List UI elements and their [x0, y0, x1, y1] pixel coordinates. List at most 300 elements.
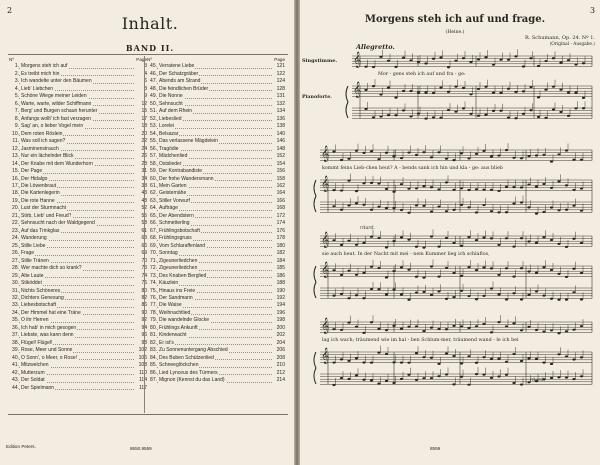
entry-page: 61	[141, 227, 147, 234]
piano-note	[370, 209, 373, 211]
entry-number: 20.	[12, 205, 19, 212]
piano-note	[422, 356, 425, 358]
entry-title: Anfangs wollt' ich fast verzagen	[19, 116, 134, 123]
voice-note	[535, 242, 538, 244]
entry-title: Der Abendstern	[157, 213, 272, 220]
contents-entry	[147, 101, 285, 108]
piano-note	[407, 299, 410, 301]
piano-note	[490, 210, 493, 212]
treble-clef: 𝄞	[321, 176, 330, 192]
voice-note	[430, 156, 433, 158]
volume-heading: BAND II.	[125, 43, 175, 53]
piano-note	[422, 291, 425, 293]
entry-title: Die wandelnde Glocke	[157, 317, 272, 324]
contents-entry	[9, 131, 147, 138]
piano-note	[477, 88, 480, 90]
piano-note	[572, 291, 575, 293]
entry-number: 74.	[150, 280, 157, 287]
page-title: Inhalt.	[121, 14, 179, 33]
entry-title: Schmetterling	[157, 220, 272, 227]
voice-note	[514, 55, 517, 57]
entry-page: 117	[139, 384, 147, 391]
contents-entry	[9, 153, 147, 160]
entry-number: 36.	[12, 324, 19, 331]
piano-note	[505, 186, 508, 188]
contents-entry	[9, 205, 147, 212]
piano-note	[452, 189, 455, 191]
voice-note	[362, 152, 365, 154]
piano-note	[467, 189, 470, 191]
voice-note	[347, 322, 350, 324]
entry-page: 122	[276, 70, 285, 77]
voice-note	[552, 57, 555, 59]
page-header: Page	[274, 57, 285, 62]
voice-note	[582, 62, 585, 64]
voice-note	[370, 150, 373, 152]
voice-note	[567, 59, 570, 61]
piano-note	[385, 353, 388, 355]
voice-note	[565, 246, 568, 248]
contents-entry	[147, 332, 285, 339]
piano-brace	[314, 352, 316, 384]
piano-note	[514, 117, 517, 119]
entry-number: 50.	[150, 100, 157, 107]
entry-number: 82.	[150, 339, 157, 346]
entry-number: 12.	[12, 145, 19, 152]
entry-title: Schneeglöckchen	[157, 362, 272, 369]
piano-note	[527, 183, 530, 185]
entry-page: 4	[144, 70, 147, 77]
contents-entry	[9, 146, 147, 153]
contents-entry	[147, 146, 285, 153]
piano-note	[332, 189, 335, 191]
entry-page: 6	[144, 78, 147, 85]
plate-number-right: 8559	[430, 446, 441, 451]
contents-entry	[147, 168, 285, 175]
entry-page: 3	[144, 63, 147, 70]
piano-note	[527, 270, 530, 272]
piano-note	[385, 380, 388, 382]
voice-note	[355, 326, 358, 328]
entry-number: 67.	[150, 227, 157, 234]
treble-clef: 𝄞	[353, 52, 362, 68]
entry-number: 39.	[12, 347, 19, 354]
piano-note	[512, 202, 515, 204]
voice-note	[490, 155, 493, 157]
contents-entry	[147, 123, 285, 130]
piano-note	[557, 353, 560, 355]
voice-note	[462, 57, 465, 59]
piano-note	[340, 209, 343, 211]
contents-entry	[9, 190, 147, 197]
contents-entry	[9, 101, 147, 108]
piano-note	[439, 117, 442, 119]
entry-number: 31.	[12, 287, 19, 294]
entry-number: 32.	[12, 295, 19, 301]
piano-note	[512, 275, 515, 277]
piano-note	[535, 272, 538, 274]
entry-page: 76	[141, 280, 147, 287]
piano-note	[454, 111, 457, 113]
entry-page: 128	[276, 85, 285, 92]
entry-title: Auf das Trinkglas	[19, 228, 134, 235]
entry-title: Mutterzum	[19, 370, 134, 377]
piano-note	[520, 298, 523, 300]
entry-number: 64.	[150, 205, 157, 212]
entry-page: 138	[276, 123, 285, 130]
contents-column-1	[9, 56, 147, 392]
voice-note	[385, 246, 388, 248]
contents-entry	[147, 161, 285, 168]
entry-number: 24.	[12, 235, 19, 242]
entry-page: 132	[276, 100, 285, 107]
piano-note	[475, 269, 478, 271]
contents-entry	[147, 176, 285, 183]
voice-note	[385, 152, 388, 154]
piano-note	[550, 187, 553, 189]
voice-note	[574, 63, 577, 65]
voice-note	[550, 160, 553, 162]
voice-note	[377, 158, 380, 160]
piano-note	[490, 267, 493, 269]
piano-note	[447, 109, 450, 111]
piano-note	[572, 205, 575, 207]
entry-page: 110	[139, 369, 147, 376]
voice-note	[364, 66, 367, 68]
piano-note	[460, 362, 463, 364]
contents-entry	[9, 116, 147, 123]
voice-note	[422, 151, 425, 153]
contents-entry	[147, 288, 285, 295]
piano-note	[385, 293, 388, 295]
contents-entry	[147, 273, 285, 280]
score-page	[300, 0, 600, 465]
piano-note	[467, 266, 470, 268]
piano-part-label: Pianoforte.	[302, 94, 332, 100]
contents-entry	[9, 377, 147, 384]
contents-entry	[147, 355, 285, 362]
piano-note	[460, 204, 463, 206]
voice-note	[482, 323, 485, 325]
piano-note	[572, 268, 575, 270]
piano-note	[424, 117, 427, 119]
piano-note	[355, 202, 358, 204]
entry-number: 16.	[12, 175, 19, 182]
entry-number: 25.	[12, 242, 19, 249]
entry-number: 80.	[150, 324, 157, 331]
contents-entry	[9, 168, 147, 175]
piano-note	[447, 91, 450, 93]
entry-number: 44.	[12, 384, 19, 391]
entry-page: 208	[276, 354, 285, 361]
piano-note	[377, 206, 380, 208]
contents-entry	[147, 190, 285, 197]
treble-clef: 𝄞	[321, 318, 330, 334]
voice-note	[520, 157, 523, 159]
voice-note	[512, 245, 515, 247]
piano-note	[407, 269, 410, 271]
entry-page: 162	[276, 182, 285, 189]
contents-entry	[9, 250, 147, 257]
contents-column-2	[147, 56, 285, 385]
piano-note	[482, 189, 485, 191]
piano-note	[377, 182, 380, 184]
piano-note	[445, 373, 448, 375]
entry-title: Die rote Hanne	[19, 198, 134, 205]
piano-note	[529, 86, 532, 88]
contents-entry	[147, 78, 285, 85]
entry-number: 79.	[150, 317, 157, 324]
contents-entry	[147, 250, 285, 257]
piano-note	[332, 384, 335, 386]
voice-note	[379, 56, 382, 58]
voice-note	[580, 159, 583, 161]
voice-note	[402, 57, 405, 59]
entry-title: Der frohe Wandersmann	[157, 176, 272, 183]
piano-note	[400, 293, 403, 295]
entry-page: 185	[276, 265, 285, 272]
piano-note	[497, 274, 500, 276]
voice-note	[550, 329, 553, 331]
entry-page: 94	[141, 324, 147, 331]
entry-title: Nur ein lächelnder Blick	[19, 153, 134, 160]
contents-entry	[9, 317, 147, 324]
piano-note	[385, 207, 388, 209]
contents-entry	[9, 220, 147, 227]
piano-note	[355, 294, 358, 296]
voice-note	[557, 243, 560, 245]
contents-entry	[147, 235, 285, 242]
piano-brace	[314, 266, 316, 298]
footer-rule	[8, 414, 288, 415]
piano-note	[362, 204, 365, 206]
piano-note	[332, 361, 335, 363]
entry-title: Das verlassene Mägdelein	[157, 138, 272, 145]
voice-note	[467, 236, 470, 238]
contents-entry	[9, 235, 147, 242]
piano-note	[505, 211, 508, 213]
composer-credit: R. Schumann, Op. 24. Nº 1.	[524, 35, 595, 41]
voice-note	[385, 329, 388, 331]
entry-title: Ich wandelte unter den Bäumen	[19, 78, 134, 85]
piano-note	[557, 273, 560, 275]
voice-note	[430, 235, 433, 237]
entry-number: 5.	[14, 93, 19, 100]
piano-note	[400, 361, 403, 363]
voice-note	[362, 242, 365, 244]
piano-note	[372, 116, 375, 118]
contents-entry	[9, 243, 147, 250]
contents-entry	[9, 176, 147, 183]
piano-note	[379, 93, 382, 95]
piano-note	[445, 352, 448, 354]
entry-page: 140	[276, 130, 285, 137]
voice-note	[394, 66, 397, 68]
entry-title: Aufträge	[157, 205, 272, 212]
contents-entry	[9, 213, 147, 220]
entry-number: 21.	[12, 212, 19, 219]
voice-note	[445, 237, 448, 239]
piano-note	[400, 266, 403, 268]
contents-entry	[9, 385, 147, 392]
piano-note	[467, 295, 470, 297]
entry-number: 19.	[12, 197, 19, 204]
entry-number: 77.	[150, 302, 157, 309]
entry-number: 54.	[150, 130, 157, 137]
entry-page: 70	[141, 257, 147, 264]
entry-page: 154	[276, 160, 285, 167]
entry-page: 156	[276, 168, 285, 175]
voice-note	[447, 66, 450, 68]
entry-title: Alte Laute	[19, 273, 134, 280]
piano-note	[400, 209, 403, 211]
entry-page: 80	[141, 287, 147, 294]
voice-note	[580, 242, 583, 244]
entry-number: 84.	[150, 354, 157, 361]
entry-title: Mignon (Kennst du das Land)	[157, 377, 272, 384]
piano-note	[574, 92, 577, 94]
piano-note	[347, 360, 350, 362]
piano-note	[385, 276, 388, 278]
contents-entry	[9, 258, 147, 265]
entry-number: 28.	[12, 265, 19, 272]
entry-number: 37.	[12, 332, 19, 339]
piano-note	[377, 267, 380, 269]
piano-note	[355, 190, 358, 192]
voice-note	[475, 325, 478, 327]
entry-title: Belsazar	[157, 131, 272, 138]
entry-page: 200	[276, 324, 285, 331]
piano-note	[550, 206, 553, 208]
piano-note	[565, 209, 568, 211]
voice-note	[400, 328, 403, 330]
entry-number: 62.	[150, 190, 157, 197]
contents-entry	[147, 265, 285, 272]
voice-note	[527, 326, 530, 328]
entry-page: 176	[276, 227, 285, 234]
contents-entry	[9, 288, 147, 295]
piano-note	[490, 377, 493, 379]
entry-title: Der Hidalgo	[19, 176, 134, 183]
contents-entry	[147, 362, 285, 369]
piano-note	[460, 275, 463, 277]
piano-note	[379, 115, 382, 117]
entry-title: Jasminenstrauch	[19, 146, 134, 153]
entry-title: Hinaus ins Freie	[157, 288, 272, 295]
entry-title: Frühlingsgruss	[157, 235, 272, 242]
piano-note	[550, 377, 553, 379]
piano-note	[409, 90, 412, 92]
entry-number: 46.	[150, 70, 157, 77]
entry-number: 4.	[14, 85, 19, 92]
piano-note	[574, 107, 577, 109]
piano-note	[437, 363, 440, 365]
contents-entry	[9, 340, 147, 347]
treble-clef: 𝄞	[321, 262, 330, 278]
entry-number: 1.	[14, 63, 19, 70]
piano-note	[527, 294, 530, 296]
entry-page: 98	[141, 339, 147, 346]
voice-note	[477, 58, 480, 60]
piano-note	[452, 296, 455, 298]
voice-note	[355, 244, 358, 246]
contents-entry	[147, 340, 285, 347]
contents-entry	[147, 213, 285, 220]
piano-note	[469, 113, 472, 115]
voice-note	[332, 150, 335, 152]
piano-note	[565, 276, 568, 278]
entry-title: Frühlingsbotschaft	[157, 228, 272, 235]
entry-number: 53.	[150, 123, 157, 130]
entry-number: 34.	[12, 309, 19, 316]
voice-note	[377, 237, 380, 239]
entry-title: Mein Garten	[157, 183, 272, 190]
piano-note	[482, 373, 485, 375]
contents-entry	[147, 370, 285, 377]
piano-note	[362, 379, 365, 381]
piano-note	[400, 183, 403, 185]
contents-entry	[147, 138, 285, 145]
entry-page: 166	[276, 197, 285, 204]
entry-title: Kinderwacht	[157, 332, 272, 339]
voice-note	[520, 237, 523, 239]
piano-note	[415, 352, 418, 354]
song-title: Morgens steh ich auf und frage.	[364, 14, 546, 25]
contents-entry	[147, 131, 285, 138]
piano-note	[557, 376, 560, 378]
piano-note	[527, 357, 530, 359]
voice-note	[460, 325, 463, 327]
entry-number: 52.	[150, 115, 157, 122]
entry-title: Der Schatzgräber	[157, 71, 272, 78]
voice-note	[467, 327, 470, 329]
piano-note	[550, 298, 553, 300]
voice-note	[529, 57, 532, 59]
voice-note	[497, 321, 500, 323]
piano-note	[537, 96, 540, 98]
entry-page: 31	[141, 168, 147, 175]
entry-page: 86	[141, 302, 147, 309]
piano-note	[527, 206, 530, 208]
piano-note	[582, 97, 585, 99]
voice-note	[355, 150, 358, 152]
contents-entry	[9, 86, 147, 93]
entry-number: 14.	[12, 160, 19, 167]
contents-entry	[147, 243, 285, 250]
entry-title: Zigeunerliedchen	[157, 265, 272, 272]
piano-note	[550, 363, 553, 365]
entry-page: 202	[276, 332, 285, 339]
piano-note	[505, 374, 508, 376]
entry-page: 124	[276, 78, 285, 85]
entry-title: Sag' an, o lieber Vogel mein	[19, 123, 134, 130]
voice-note	[512, 322, 515, 324]
entry-number: 61.	[150, 182, 157, 189]
entry-title: Sehnsucht	[157, 101, 272, 108]
entry-title: Tragödie	[157, 146, 272, 153]
voice-note	[520, 329, 523, 331]
piano-note	[387, 87, 390, 89]
entry-title: Frühlings Ankunft	[157, 325, 272, 332]
piano-note	[572, 378, 575, 380]
piano-note	[580, 187, 583, 189]
column-header	[147, 56, 285, 63]
entry-title: Mitzwelchen	[19, 362, 134, 369]
piano-note	[415, 187, 418, 189]
entry-title: Frage	[19, 250, 134, 257]
voice-note	[407, 326, 410, 328]
piano-note	[370, 362, 373, 364]
